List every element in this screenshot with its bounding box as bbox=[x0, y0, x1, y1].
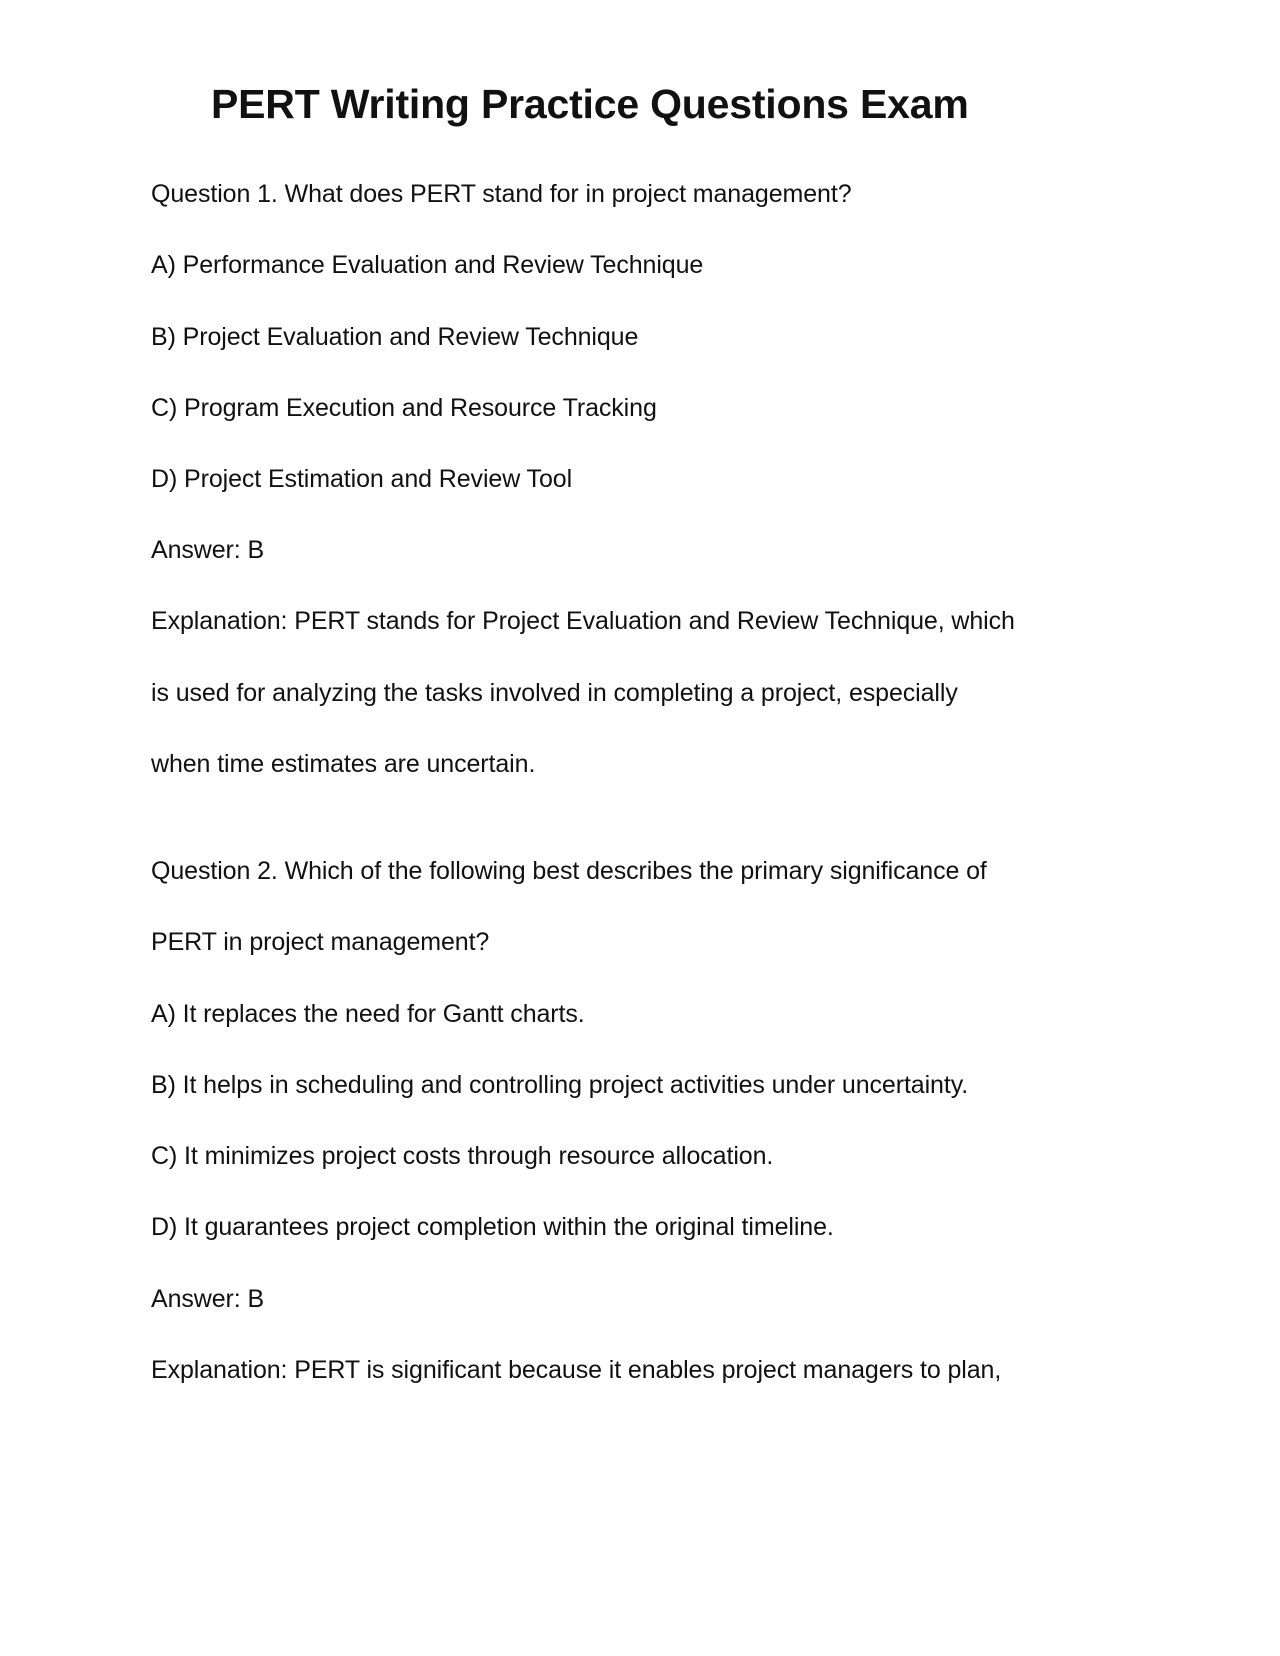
question-2-prompt-line-2: PERT in project management? bbox=[151, 928, 490, 956]
question-2-option-c: C) It minimizes project costs through resource allocation. bbox=[151, 1142, 774, 1170]
question-1-answer: Answer: B bbox=[151, 536, 265, 564]
question-2-option-b: B) It helps in scheduling and controlling project activities under uncertainty. bbox=[151, 1071, 969, 1099]
question-2-answer: Answer: B bbox=[151, 1285, 265, 1313]
question-1-option-c: C) Program Execution and Resource Tracking bbox=[151, 394, 657, 422]
question-2-option-a: A) It replaces the need for Gantt charts. bbox=[151, 1000, 585, 1028]
question-2-option-d: D) It guarantees project completion within the original timeline. bbox=[151, 1213, 834, 1241]
question-1-explanation-line-2: is used for analyzing the tasks involved in completing a project, especially bbox=[151, 679, 958, 707]
question-1-prompt: Question 1. What does PERT stand for in project management? bbox=[151, 180, 852, 208]
question-2-prompt-line-1: Question 2. Which of the following best describes the primary significance of bbox=[151, 857, 987, 885]
question-1-option-b: B) Project Evaluation and Review Technique bbox=[151, 323, 639, 351]
question-1-option-d: D) Project Estimation and Review Tool bbox=[151, 465, 573, 493]
question-2-explanation-line-1: Explanation: PERT is significant because it enables project managers to plan, bbox=[151, 1356, 1002, 1384]
question-1-option-a: A) Performance Evaluation and Review Technique bbox=[151, 251, 704, 279]
question-1-explanation-line-1: Explanation: PERT stands for Project Evaluation and Review Technique, which bbox=[151, 607, 1015, 635]
question-1-explanation-line-3: when time estimates are uncertain. bbox=[151, 750, 536, 778]
page-title: PERT Writing Practice Questions Exam bbox=[211, 81, 969, 127]
